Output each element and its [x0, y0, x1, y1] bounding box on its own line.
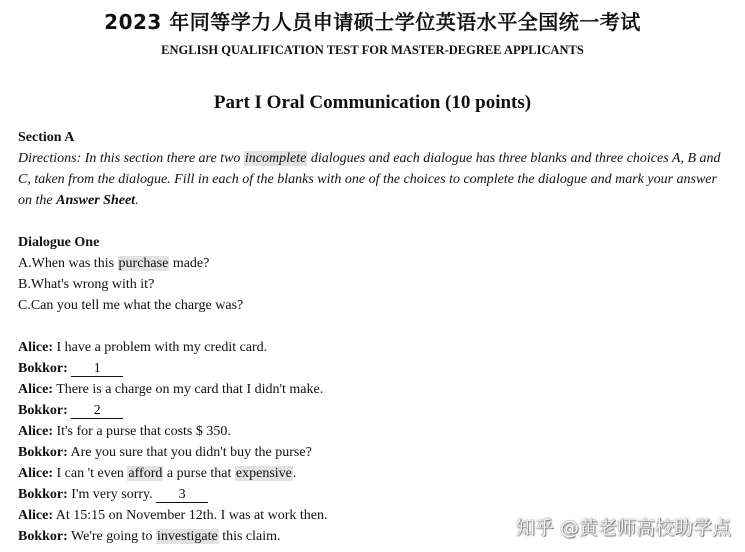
dialogue-line-2	[18, 358, 733, 379]
line-text: a purse that	[163, 466, 235, 481]
speaker-bokkor: Bokkor:	[18, 361, 68, 376]
answer-blank-3[interactable]: 3	[156, 487, 208, 503]
speaker-bokkor: Bokkor:	[18, 445, 68, 460]
line-text: .	[292, 466, 297, 481]
line-text: It's for a purse that costs $ 350.	[56, 424, 231, 439]
speaker-alice: Alice:	[18, 424, 53, 439]
speaker-alice: Alice:	[18, 340, 53, 355]
highlight-investigate: investigate	[157, 529, 218, 544]
line-text: We're going to	[71, 529, 157, 544]
dialogue-line-7	[18, 463, 733, 484]
dialogue-line-8	[18, 484, 733, 505]
choice-a	[18, 253, 733, 274]
line-text: I'm very sorry.	[71, 487, 157, 502]
part-title: Part I Oral Communication (10 points)	[213, 92, 532, 113]
exam-title-english: ENGLISH QUALIFICATION TEST FOR MASTER-DEGREE APPLICANTS	[161, 43, 584, 57]
dialogue-line-6	[18, 442, 733, 463]
line-text: Are you sure that you didn't buy the purse?	[70, 445, 312, 460]
dialogue-line-5	[18, 421, 733, 442]
line-text: this claim.	[218, 529, 281, 544]
speaker-bokkor: Bokkor:	[18, 529, 68, 544]
directions-end: .	[135, 193, 139, 208]
speaker-bokkor: Bokkor:	[18, 403, 68, 418]
dialogue-line-4	[18, 400, 733, 421]
highlight-incomplete: incomplete	[244, 151, 307, 166]
speaker-bokkor: Bokkor:	[18, 487, 68, 502]
answer-blank-1[interactable]: 1	[71, 361, 123, 377]
answer-sheet-term: Answer Sheet	[56, 193, 136, 208]
directions-text	[18, 148, 733, 211]
speaker-alice: Alice:	[18, 508, 53, 523]
choice-a-end: made?	[169, 256, 210, 271]
speaker-alice: Alice:	[18, 466, 53, 481]
highlight-afford: afford	[128, 466, 163, 481]
line-text: At 15:15 on November 12th. I was at work then.	[55, 508, 328, 523]
highlight-expensive: expensive	[235, 466, 292, 481]
dialogue-line-1	[18, 337, 733, 358]
answer-blank-2[interactable]: 2	[71, 403, 123, 419]
spacer	[18, 211, 733, 232]
spacer	[18, 316, 733, 337]
exam-title-chinese: 2023 年同等学力人员申请硕士学位英语水平全国统一考试	[104, 10, 641, 34]
choice-c: C.Can you tell me what the charge was?	[18, 298, 244, 313]
dialogue-heading: Dialogue One	[18, 235, 100, 250]
section-heading: Section A	[18, 130, 75, 145]
directions-part-2: dialogues and each dialogue has three blanks and three choices A, B and C, taken from the dialogue. Fill in each of the blanks with one of the choices to complete the dialogue and mark your answer on the	[18, 151, 721, 208]
section-content	[18, 127, 733, 547]
speaker-alice: Alice:	[18, 382, 53, 397]
line-text: I have a problem with my credit card.	[56, 340, 268, 355]
choice-b: B.What's wrong with it?	[18, 277, 155, 292]
choice-a-text: A.When was this	[18, 256, 118, 271]
highlight-purchase: purchase	[118, 256, 169, 271]
dialogue-line-3	[18, 379, 733, 400]
line-text: I can 't even	[56, 466, 128, 481]
zhihu-watermark: 知乎 @黄老师高校助学点	[515, 517, 731, 539]
directions-part-1: Directions: In this section there are two	[18, 151, 244, 166]
line-text: There is a charge on my card that I didn't make.	[56, 382, 324, 397]
